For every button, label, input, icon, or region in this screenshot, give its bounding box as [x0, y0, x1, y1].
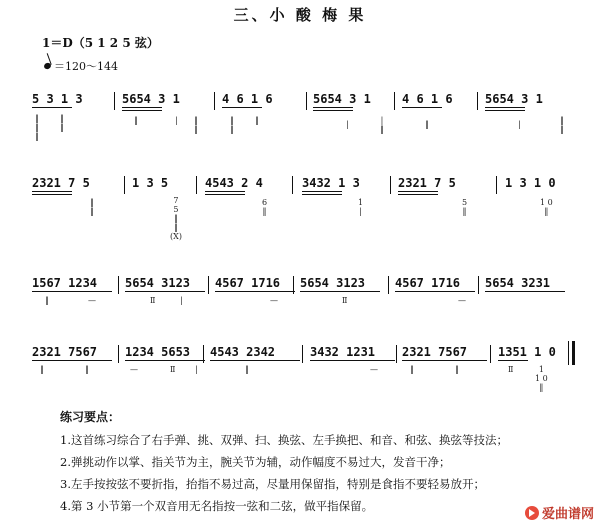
- practice-item: 2.弹挑动作以掌、指关节为主，腕关节为辅，动作幅度不易过大，发音干净；: [60, 455, 451, 469]
- measure: 4543 2342: [210, 345, 276, 359]
- measure: 3432 1 3: [302, 176, 360, 190]
- underline: [313, 110, 353, 111]
- underline: [125, 360, 205, 361]
- play-logo-icon: [525, 506, 539, 520]
- underline: [300, 291, 380, 292]
- measure: 5654 3123: [125, 276, 191, 290]
- measure: 1567 1234: [32, 276, 98, 290]
- fingering-mark: Ⅱ: [342, 296, 348, 305]
- fingering-mark: ‖: [245, 365, 249, 374]
- measure: 2321 7567: [32, 345, 98, 359]
- measure: 5654 3 1: [313, 92, 371, 106]
- fingering-mark: ‖ ‖: [60, 114, 64, 132]
- measure: 5 3 1 3: [32, 92, 83, 106]
- measure: 2321 7 5: [398, 176, 456, 190]
- underline: [485, 291, 565, 292]
- fingering-mark: 7 5 ‖ ‖ (X): [170, 196, 182, 241]
- measure: 4 6 1 6: [222, 92, 273, 106]
- score-row-2: [30, 176, 575, 256]
- barline: [496, 176, 497, 194]
- fingering-mark: |: [346, 120, 349, 129]
- underline: [205, 191, 245, 192]
- fingering-mark: —: [270, 296, 278, 305]
- fingering-mark: 6 ‖: [262, 198, 268, 216]
- underline: [32, 360, 112, 361]
- measure: 5654 3 1: [122, 92, 180, 106]
- barline: [214, 92, 215, 110]
- fingering-mark: |: [518, 120, 521, 129]
- barline: [203, 345, 204, 363]
- fingering-mark: 1 1 0 ‖: [535, 365, 548, 392]
- underline: [398, 194, 438, 195]
- measure: 1351 1 0: [498, 345, 556, 359]
- underline: [125, 291, 205, 292]
- fingering-mark: ‖: [85, 365, 89, 374]
- underline: [498, 360, 528, 361]
- fingering-mark: 5 ‖: [462, 198, 468, 216]
- barline: [490, 345, 491, 363]
- fingering-mark: ‖: [410, 365, 414, 374]
- underline: [398, 191, 438, 192]
- fingering-mark: ‖: [255, 116, 259, 125]
- underline: [122, 110, 162, 111]
- underline: [310, 360, 395, 361]
- underline: [402, 107, 442, 108]
- measure: 5654 3 1: [485, 92, 543, 106]
- barline: [568, 341, 569, 365]
- barline: [292, 176, 293, 194]
- fingering-mark: 1 0 ‖: [540, 198, 553, 216]
- fingering-mark: ‖: [425, 120, 429, 129]
- tempo-text: ＝120～144: [54, 60, 118, 73]
- measure: 1234 5653: [125, 345, 191, 359]
- practice-item: 3.左手按按弦不要折指，抬指不易过高，尽量用保留指，特别是食指不要轻易放开；: [60, 477, 485, 491]
- measure: 4543 2 4: [205, 176, 263, 190]
- underline: [215, 291, 295, 292]
- underline: [302, 194, 342, 195]
- barline: [118, 276, 119, 294]
- fingering-mark: Ⅱ: [150, 296, 156, 305]
- barline: [302, 345, 303, 363]
- measure: 3432 1231: [310, 345, 376, 359]
- barline: [396, 345, 397, 363]
- underline: [485, 107, 525, 108]
- fingering-mark: 1 |: [358, 198, 364, 216]
- barline: [477, 92, 478, 110]
- page-title: 三、小 酸 梅 果: [233, 6, 367, 24]
- score-row-3: [30, 276, 575, 316]
- barline: [388, 276, 389, 294]
- measure: 5654 3231: [485, 276, 551, 290]
- underline: [313, 107, 353, 108]
- final-barline: [572, 341, 575, 365]
- barline: [390, 176, 391, 194]
- barline: [306, 92, 307, 110]
- fingering-mark: —: [370, 365, 378, 374]
- fingering-mark: —: [458, 296, 466, 305]
- barline: [293, 276, 294, 294]
- fingering-mark: —: [88, 296, 96, 305]
- barline: [394, 92, 395, 110]
- fingering-mark: ‖: [134, 116, 138, 125]
- measure: 1 3 1 0: [505, 176, 556, 190]
- underline: [210, 360, 300, 361]
- fingering-mark: ‖ ‖ ‖: [35, 114, 39, 141]
- barline: [208, 276, 209, 294]
- measure: 2321 7 5: [32, 176, 90, 190]
- measure: 4567 1716: [395, 276, 461, 290]
- quarter-note-icon: [43, 62, 52, 70]
- underline: [32, 107, 72, 108]
- underline: [302, 191, 342, 192]
- barline: [118, 345, 119, 363]
- fingering-mark: —: [130, 365, 138, 374]
- practice-heading: 练习要点：: [60, 410, 121, 424]
- score-row-4: [30, 345, 575, 400]
- underline: [32, 191, 72, 192]
- practice-item: 4.第 3 小节第一个双音用无名指按一弦和二弦，做平指保留。: [60, 499, 374, 513]
- fingering-mark: Ⅱ: [508, 365, 514, 374]
- barline: [124, 176, 125, 194]
- fingering-mark: ‖ ‖: [194, 116, 198, 134]
- underline: [402, 360, 487, 361]
- underline: [32, 291, 112, 292]
- fingering-mark: ‖ ‖: [560, 116, 564, 134]
- score-row-1: [30, 92, 575, 152]
- fingering-mark: |: [195, 365, 198, 374]
- fingering-mark: ‖: [455, 365, 459, 374]
- measure: 4567 1716: [215, 276, 281, 290]
- measure: 4 6 1 6: [402, 92, 453, 106]
- barline: [196, 176, 197, 194]
- underline: [122, 107, 162, 108]
- fingering-mark: |: [180, 296, 183, 305]
- fingering-mark: ‖ ‖: [90, 198, 94, 216]
- tempo-marking: [44, 58, 118, 74]
- key-signature: 1＝D（5 1 2 5 弦）: [42, 36, 159, 50]
- watermark-text: 爱曲谱网: [541, 507, 594, 522]
- measure: 1 3 5: [132, 176, 169, 190]
- fingering-mark: | ‖: [380, 116, 384, 134]
- fingering-mark: ‖: [45, 296, 49, 305]
- fingering-mark: ‖: [40, 365, 44, 374]
- barline: [114, 92, 115, 110]
- underline: [222, 107, 262, 108]
- underline: [32, 194, 72, 195]
- fingering-mark: Ⅱ: [170, 365, 176, 374]
- practice-item: 1.这首练习综合了右手弹、挑、双弹、扫、换弦、左手换把、和音、和弦、换弦等技法；: [60, 433, 508, 447]
- barline: [478, 276, 479, 294]
- underline: [485, 110, 525, 111]
- site-watermark: [525, 503, 594, 522]
- measure: 2321 7567: [402, 345, 468, 359]
- fingering-mark: |: [175, 116, 178, 125]
- underline: [395, 291, 475, 292]
- fingering-mark: ‖ ‖: [230, 116, 234, 134]
- underline: [205, 194, 245, 195]
- measure: 5654 3123: [300, 276, 366, 290]
